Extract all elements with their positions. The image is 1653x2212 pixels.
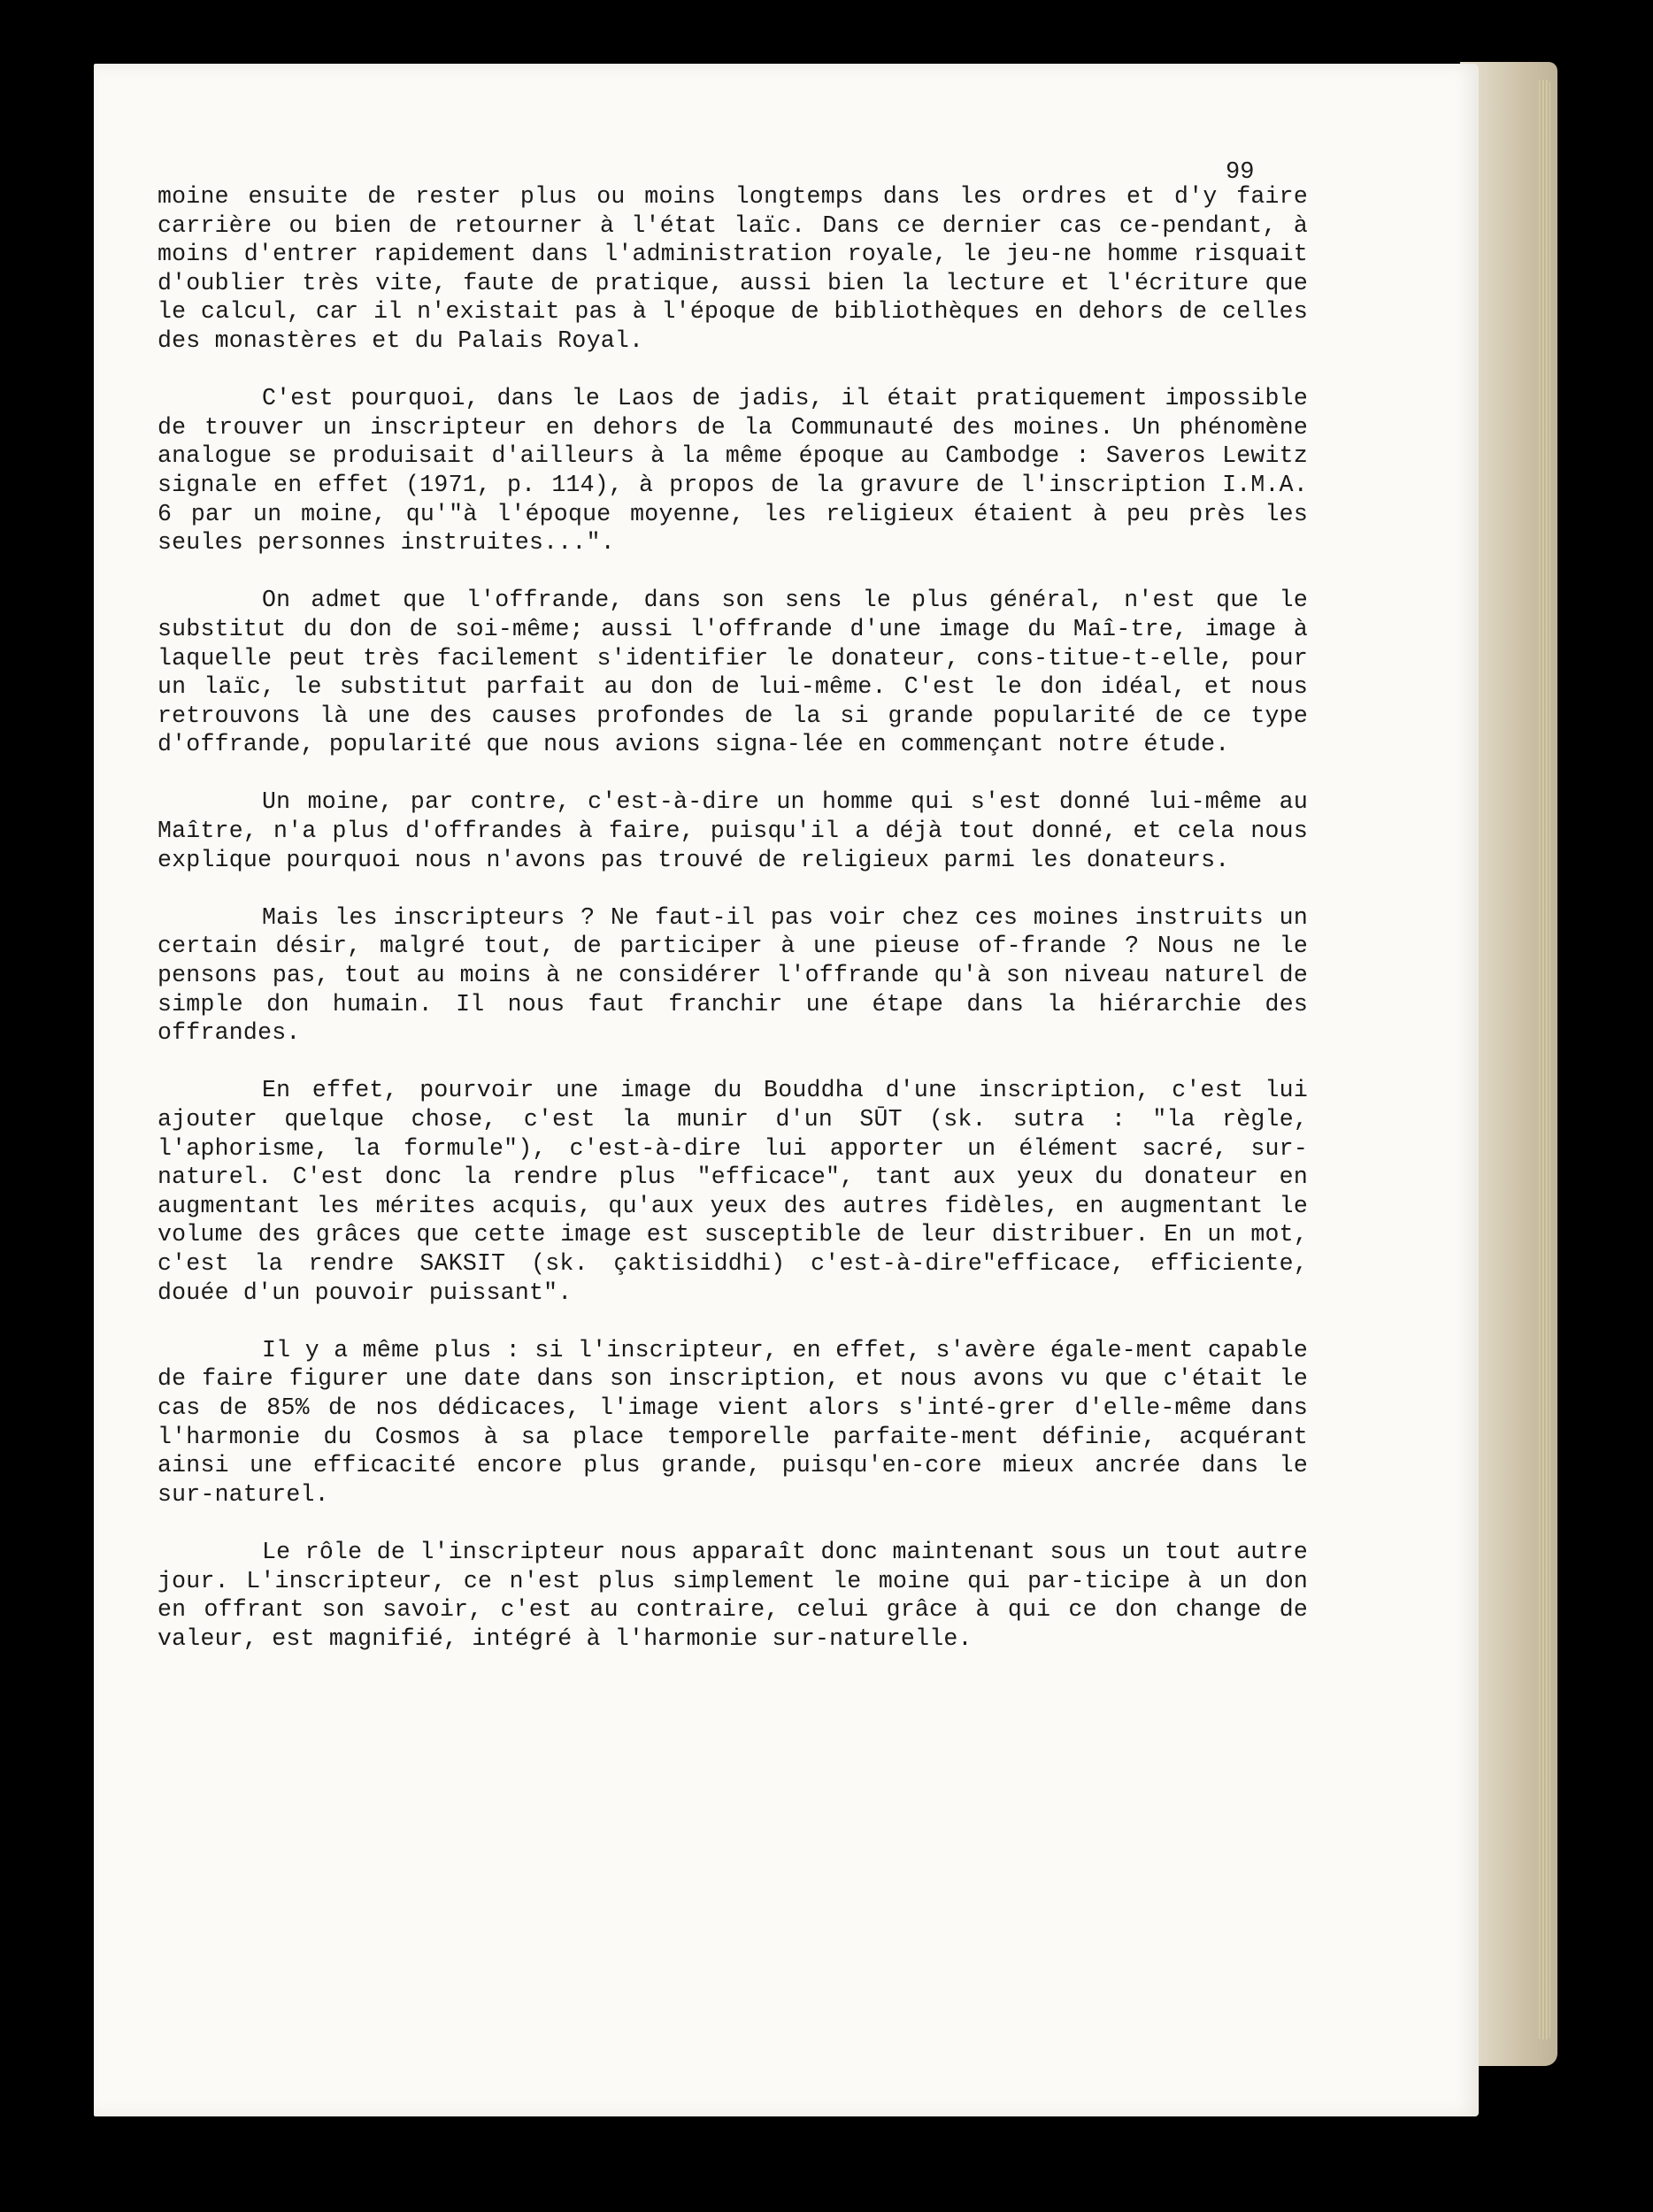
paragraph-4: Un moine, par contre, c'est-à-dire un homme qui s'est donné lui-même au Maître, n'a plus d'offrandes à faire, puisqu'il a déjà tout donné, et cela nous explique pourquoi nous n'avons pas trouvé de religieux parmi les donateurs. [158, 788, 1308, 873]
paragraph-8: Le rôle de l'inscripteur nous apparaît donc maintenant sous un tout autre jour. L'inscripteur, ce n'est plus simplement le moine qui par-ticipe à un don en offrant son savoir, c'est au contraire, celui grâce à qui ce don change de valeur, est magnifié, intégré à l'harmonie sur-naturelle. [158, 1538, 1308, 1652]
body-text [158, 182, 1308, 1653]
page-number: 99 [1226, 159, 1255, 186]
paragraph-6: En effet, pourvoir une image du Bouddha d'une inscription, c'est lui ajouter quelque chose, c'est la munir d'un SŪT (sk. sutra : "la règle, l'aphorisme, la formule"), c'est-à-dire lui apporter un élément sacré, sur-naturel. C'est donc la rendre plus "efficace", tant aux yeux du donateur en augmentant les mérites acquis, qu'aux yeux des autres fidèles, en augmentant le volume des grâces que cette image est susceptible de leur distribuer. En un mot, c'est la rendre SAKSIT (sk. çaktisiddhi) c'est-à-dire"efficace, efficiente, douée d'un pouvoir puissant". [158, 1077, 1308, 1306]
paragraph-7: Il y a même plus : si l'inscripteur, en effet, s'avère égale-ment capable de faire figurer une date dans son inscription, et nous avons vu que c'était le cas de 85% de nos dédicaces, l'image vient alors s'inté-grer d'elle-même dans l'harmonie du Cosmos à sa place temporelle parfaite-ment définie, acquérant ainsi une efficacité encore plus grande, puisqu'en-core mieux ancrée dans le sur-naturel. [158, 1336, 1308, 1508]
paragraph-5: Mais les inscripteurs ? Ne faut-il pas voir chez ces moines instruits un certain désir, malgré tout, de participer à une pieuse of-frande ? Nous ne le pensons pas, tout au moins à ne considérer l'offrande qu'à son niveau naturel de simple don humain. Il nous faut franchir une étape dans la hiérarchie des offrandes. [158, 903, 1308, 1047]
paragraph-2: C'est pourquoi, dans le Laos de jadis, il était pratiquement impossible de trouver un inscripteur en dehors de la Communauté des moines. Un phénomène analogue se produisait d'ailleurs à la même époque au Cambodge : Saveros Lewitz signale en effet (1971, p. 114), à propos de la gravure de l'inscription I.M.A. 6 par un moine, qu'"à l'époque moyenne, les religieux étaient à peu près les seules personnes instruites...". [158, 385, 1308, 557]
paragraph-3: On admet que l'offrande, dans son sens le plus général, n'est que le substitut du don de soi-même; aussi l'offrande d'une image du Maî-tre, image à laquelle peut très facilement s'identifier le donateur, cons-titue-t-elle, pour un laïc, le substitut parfait au don de lui-même. C'est le don idéal, et nous retrouvons là une des causes profondes de la si grande popularité de ce type d'offrande, popularité que nous avions signa-lée en commençant notre étude. [158, 587, 1308, 758]
paragraph-1: moine ensuite de rester plus ou moins longtemps dans les ordres et d'y faire carrière ou bien de retourner à l'état laïc. Dans ce dernier cas ce-pendant, à moins d'entrer rapidement dans l'administration royale, le jeu-ne homme risquait d'oublier très vite, faute de pratique, aussi bien la lecture et l'écriture que le calcul, car il n'existait pas à l'époque de bibliothèques en dehors de celles des monastères et du Palais Royal. [158, 183, 1308, 354]
